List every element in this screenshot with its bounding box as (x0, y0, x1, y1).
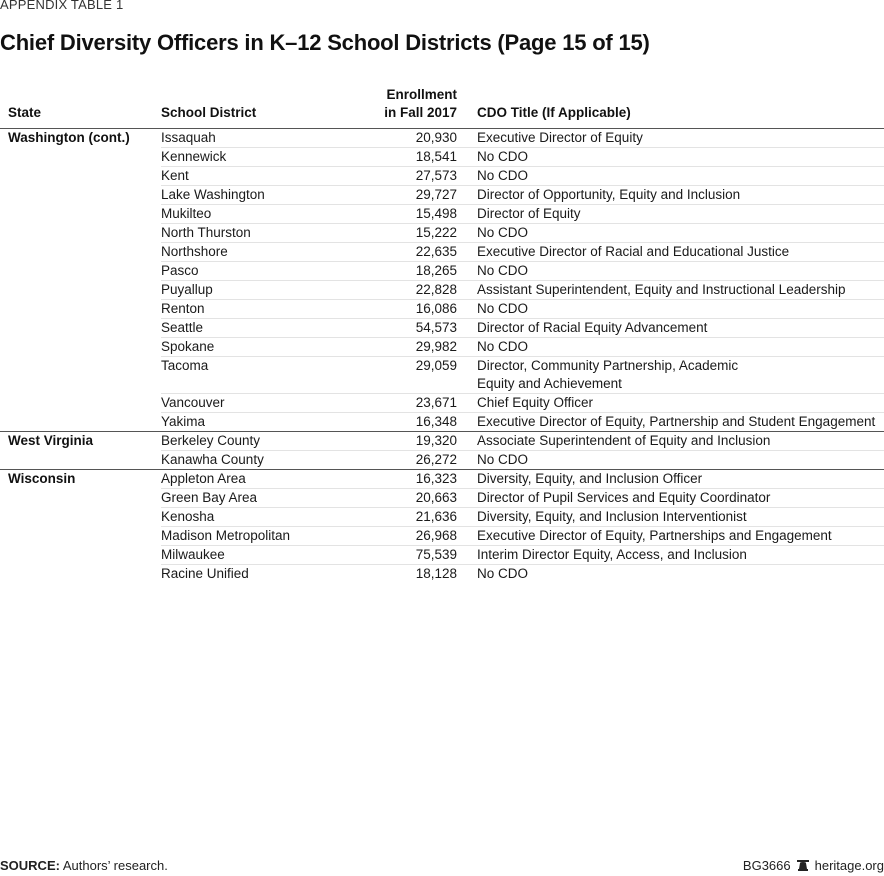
header-enrollment-line1: Enrollment (386, 87, 457, 102)
cdo-title-cell (477, 489, 884, 508)
table-row (0, 243, 884, 262)
state-cell: Wisconsin (8, 471, 76, 486)
district-cell: Kenosha (161, 508, 357, 527)
enrollment-cell: 29,059 (357, 357, 477, 394)
district-cell: Northshore (161, 243, 357, 262)
header-cdo-title: CDO Title (If Applicable) (477, 86, 884, 129)
eyebrow-label: APPENDIX TABLE 1 (0, 0, 124, 12)
district-cell: Milwaukee (161, 546, 357, 565)
cdo-title-cell (477, 432, 884, 451)
enrollment-cell: 23,671 (357, 394, 477, 413)
table-row (0, 262, 884, 281)
table-row (0, 205, 884, 224)
cdo-title-text-line2: Equity and Achievement (477, 376, 622, 391)
state-cell-empty (0, 451, 161, 470)
header-state: State (0, 86, 161, 129)
cdo-title-cell (477, 186, 884, 205)
cdo-title-text: Assistant Superintendent, Equity and Instructional Leadership (477, 282, 846, 297)
enrollment-cell: 15,222 (357, 224, 477, 243)
enrollment-cell: 29,727 (357, 186, 477, 205)
cdo-title-text: Executive Director of Racial and Educational Justice (477, 244, 790, 259)
cdo-title-cell (477, 508, 884, 527)
table-row (0, 527, 884, 546)
enrollment-cell: 18,128 (415, 566, 457, 581)
cdo-title-text: No CDO (477, 225, 529, 240)
state-cell-empty (0, 565, 161, 584)
state-cell-empty (0, 319, 161, 338)
cdo-title-text: No CDO (477, 168, 529, 183)
cdo-title-text: Director of Pupil Services and Equity Coordinator (477, 490, 771, 505)
cdo-title-text: Diversity, Equity, and Inclusion Interventionist (477, 509, 747, 524)
state-cell: Washington (cont.) (8, 130, 130, 145)
cdo-title-text: Director of Equity (477, 206, 581, 221)
state-cell-empty (0, 489, 161, 508)
enrollment-cell: 16,348 (357, 413, 477, 432)
district-cell: Renton (161, 300, 357, 319)
district-cell: Green Bay Area (161, 489, 357, 508)
cdo-title-cell (477, 224, 884, 243)
cdo-title-text: No CDO (477, 566, 529, 581)
cdo-title-text: No CDO (477, 149, 529, 164)
enrollment-cell: 22,828 (357, 281, 477, 300)
district-cell: Kennewick (161, 148, 357, 167)
cdo-title-cell (477, 205, 884, 224)
table-row (0, 167, 884, 186)
state-cell-empty (0, 413, 161, 432)
table-row (0, 319, 884, 338)
enrollment-cell: 16,323 (357, 470, 477, 489)
enrollment-cell: 15,498 (357, 205, 477, 224)
cdo-title-text: Director of Opportunity, Equity and Inclusion (477, 187, 741, 202)
table-row (0, 394, 884, 413)
cdo-title-cell (477, 470, 884, 489)
district-cell: Berkeley County (161, 432, 357, 451)
cdo-title-text: Executive Director of Equity, Partnerships and Engagement (477, 528, 832, 543)
table-row (0, 357, 884, 394)
cdo-title-cell (477, 451, 884, 470)
cdo-title-text: Director, Community Partnership, Academic (477, 358, 739, 373)
state-cell-empty (0, 338, 161, 357)
state-cell-empty (0, 546, 161, 565)
enrollment-cell: 27,573 (357, 167, 477, 186)
cdo-title-cell (477, 167, 884, 186)
cdo-title-cell (477, 319, 884, 338)
state-cell-empty (0, 262, 161, 281)
district-cell: Appleton Area (161, 470, 357, 489)
state-cell-empty (0, 357, 161, 394)
table-row (0, 129, 884, 148)
enrollment-cell: 54,573 (357, 319, 477, 338)
state-cell-empty (0, 281, 161, 300)
table-row (0, 300, 884, 319)
page-title: Chief Diversity Officers in K–12 School Districts (Page 15 of 15) (0, 30, 650, 55)
cdo-title-cell (477, 338, 884, 357)
state-cell-empty (0, 205, 161, 224)
district-cell: Puyallup (161, 281, 357, 300)
table-row (0, 224, 884, 243)
state-cell-empty (0, 243, 161, 262)
district-cell: Kanawha County (161, 451, 357, 470)
header-enrollment (357, 86, 477, 129)
cdo-title-text: Director of Racial Equity Advancement (477, 320, 708, 335)
state-cell-empty (0, 394, 161, 413)
table-row (0, 489, 884, 508)
enrollment-cell: 26,968 (357, 527, 477, 546)
state-cell-empty (0, 508, 161, 527)
cdo-title-text: Associate Superintendent of Equity and Inclusion (477, 433, 771, 448)
district-cell: Issaquah (161, 129, 357, 148)
cdo-title-text: No CDO (477, 263, 529, 278)
cdo-title-cell (477, 565, 884, 584)
source-label: SOURCE: (0, 858, 60, 873)
cdo-title-text: Chief Equity Officer (477, 395, 594, 410)
state-cell-empty (0, 186, 161, 205)
state-cell-empty (0, 300, 161, 319)
cdo-title-text: Executive Director of Equity, Partnership and Student Engagement (477, 414, 876, 429)
cdo-title-text: Diversity, Equity, and Inclusion Officer (477, 471, 703, 486)
enrollment-cell: 26,272 (357, 451, 477, 470)
enrollment-cell: 20,663 (357, 489, 477, 508)
cdo-title-cell (477, 300, 884, 319)
state-cell-empty (0, 527, 161, 546)
table-row (0, 186, 884, 205)
state-cell-empty (0, 224, 161, 243)
table-row (0, 470, 884, 489)
district-cell: Lake Washington (161, 186, 357, 205)
cdo-title-cell (477, 129, 884, 148)
cdo-title-cell (477, 262, 884, 281)
liberty-bell-icon (797, 860, 809, 872)
district-cell: Pasco (161, 262, 357, 281)
cdo-title-cell (477, 243, 884, 262)
state-cell: West Virginia (8, 433, 94, 448)
district-cell: Racine Unified (161, 566, 249, 581)
table-row (0, 546, 884, 565)
enrollment-cell: 18,541 (357, 148, 477, 167)
table-row (0, 432, 884, 451)
cdo-title-cell (477, 527, 884, 546)
site-link[interactable]: heritage.org (814, 858, 884, 873)
table-row (0, 565, 884, 584)
source-note (0, 858, 168, 873)
enrollment-cell: 21,636 (357, 508, 477, 527)
cdo-title-cell (477, 281, 884, 300)
header-enrollment-line2: in Fall 2017 (384, 105, 457, 120)
enrollment-cell: 29,982 (357, 338, 477, 357)
enrollment-cell: 75,539 (357, 546, 477, 565)
district-cell: Tacoma (161, 357, 357, 394)
cdo-title-text: No CDO (477, 339, 529, 354)
state-cell-empty (0, 148, 161, 167)
table-body (0, 129, 884, 584)
district-cell: Mukilteo (161, 205, 357, 224)
enrollment-cell: 16,086 (357, 300, 477, 319)
cdo-title-text: No CDO (477, 301, 529, 316)
cdo-title-cell (477, 413, 884, 432)
district-cell: Spokane (161, 338, 357, 357)
district-cell: Vancouver (161, 394, 357, 413)
cdo-title-cell (477, 148, 884, 167)
table-header (0, 86, 884, 129)
cdo-title-cell (477, 546, 884, 565)
report-id: BG3666 (742, 858, 791, 873)
state-cell-empty (0, 167, 161, 186)
district-cell: Yakima (161, 413, 357, 432)
cdo-table (0, 86, 884, 583)
district-cell: Madison Metropolitan (161, 527, 357, 546)
table-row (0, 413, 884, 432)
table-row (0, 148, 884, 167)
table-row (0, 508, 884, 527)
footer-brand (743, 858, 884, 873)
district-cell: Kent (161, 167, 357, 186)
cdo-title-cell (477, 357, 884, 394)
enrollment-cell: 18,265 (357, 262, 477, 281)
district-cell: North Thurston (161, 224, 357, 243)
table-row (0, 338, 884, 357)
enrollment-cell: 19,320 (357, 432, 477, 451)
cdo-title-text: Interim Director Equity, Access, and Inclusion (477, 547, 747, 562)
enrollment-cell: 22,635 (357, 243, 477, 262)
header-district: School District (161, 86, 357, 129)
cdo-title-text: Executive Director of Equity (477, 130, 643, 145)
table-row (0, 281, 884, 300)
cdo-title-cell (477, 394, 884, 413)
enrollment-cell: 20,930 (357, 129, 477, 148)
cdo-title-text: No CDO (477, 452, 529, 467)
source-text: Authors’ research. (59, 858, 168, 873)
table-row (0, 451, 884, 470)
district-cell: Seattle (161, 319, 357, 338)
